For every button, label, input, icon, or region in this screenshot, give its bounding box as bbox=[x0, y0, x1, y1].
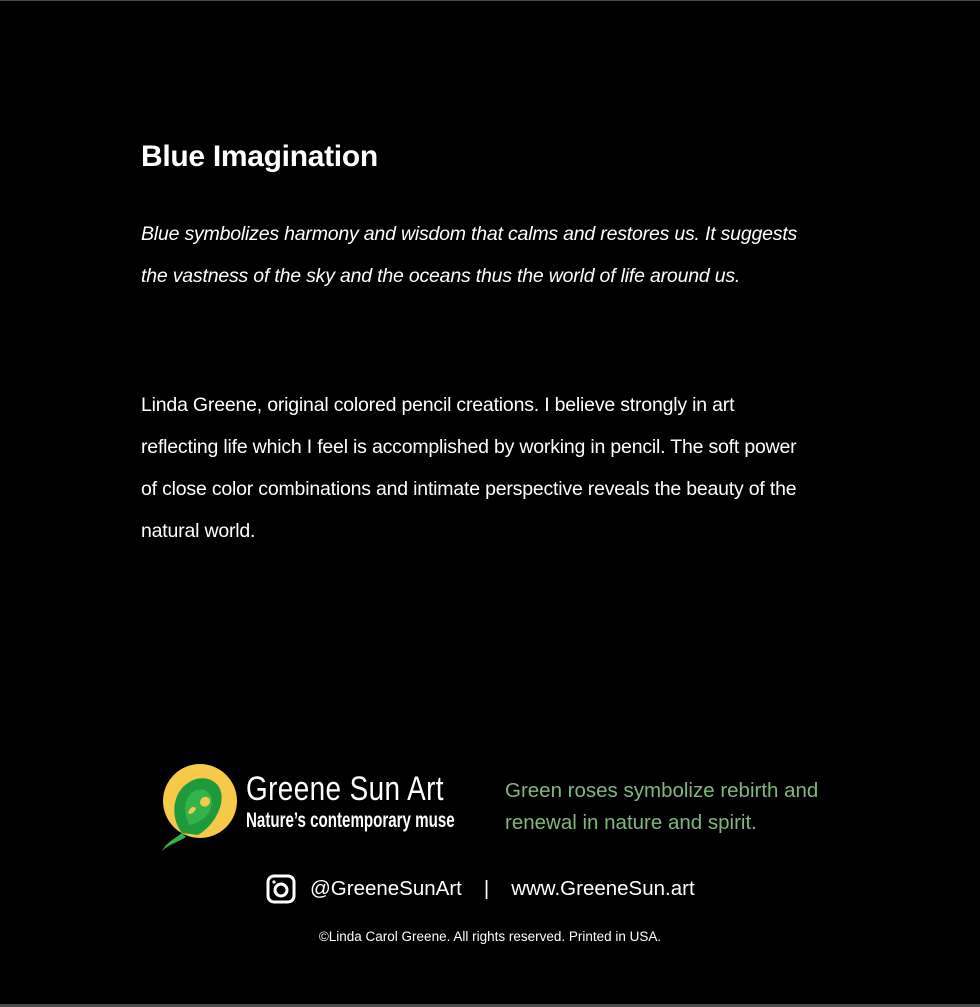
social-row bbox=[266, 874, 695, 904]
brand-name: Greene Sun Art bbox=[246, 770, 444, 808]
website-link[interactable]: www.GreeneSun.art bbox=[511, 877, 695, 900]
bio-paragraph: Linda Greene, original colored pencil creations. I believe strongly in art reflecting life which I feel is accomplished by working in pencil. The soft power of close color combinations and intimate perspective reveals the beauty of the natural world. bbox=[141, 394, 797, 542]
top-border bbox=[0, 0, 980, 1]
copyright-notice: ©Linda Carol Greene. All rights reserved. Printed in USA. bbox=[318, 929, 662, 944]
page-title: Blue Imagination bbox=[141, 140, 378, 173]
intro-paragraph: Blue symbolizes harmony and wisdom that calms and restores us. It suggests the vastness of the sky and the oceans thus the world of life around us. bbox=[141, 223, 798, 287]
instagram-handle-link[interactable]: @GreeneSunArt bbox=[310, 877, 462, 900]
instagram-icon[interactable] bbox=[266, 874, 296, 904]
separator: | bbox=[483, 877, 490, 900]
green-rose-logo-icon bbox=[160, 763, 240, 853]
brand-tagline: Nature’s contemporary muse bbox=[246, 809, 455, 832]
green-roses-note: Green roses symbolize rebirth and renewal in nature and spirit. bbox=[505, 779, 819, 834]
